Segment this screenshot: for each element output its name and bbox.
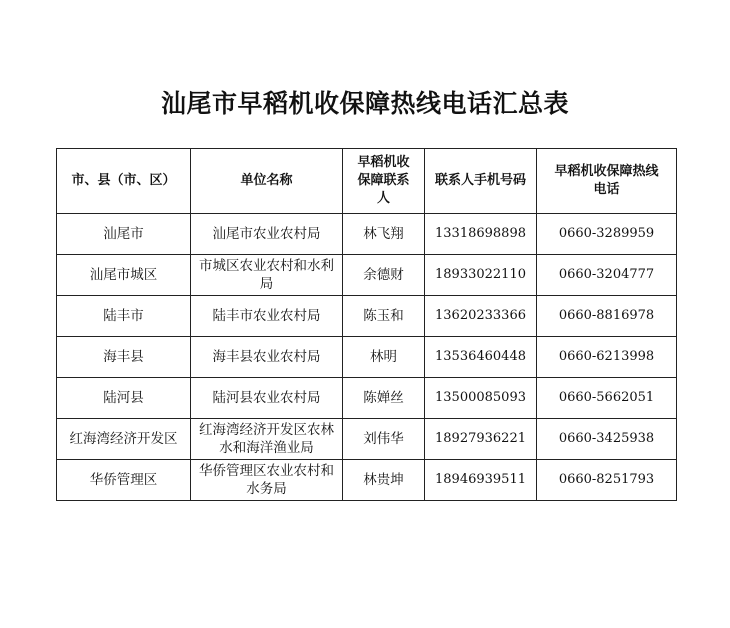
header-row bbox=[57, 149, 677, 214]
cell-contact: 陈玉和 bbox=[343, 296, 425, 337]
hotline-table bbox=[56, 148, 677, 501]
cell-contact: 林明 bbox=[343, 337, 425, 378]
cell-unit: 陆丰市农业农村局 bbox=[191, 296, 343, 337]
cell-unit: 陆河县农业农村局 bbox=[191, 378, 343, 419]
cell-contact: 刘伟华 bbox=[343, 419, 425, 460]
cell-hotline: 0660-3204777 bbox=[537, 255, 677, 296]
cell-hotline: 0660-8251793 bbox=[537, 460, 677, 501]
cell-hotline: 0660-5662051 bbox=[537, 378, 677, 419]
cell-region: 海丰县 bbox=[57, 337, 191, 378]
cell-mobile: 18927936221 bbox=[425, 419, 537, 460]
cell-region: 陆河县 bbox=[57, 378, 191, 419]
cell-hotline: 0660-3425938 bbox=[537, 419, 677, 460]
header-unit: 单位名称 bbox=[191, 149, 343, 214]
cell-mobile: 13536460448 bbox=[425, 337, 537, 378]
cell-region: 汕尾市 bbox=[57, 214, 191, 255]
table-row bbox=[57, 378, 677, 419]
cell-hotline: 0660-3289959 bbox=[537, 214, 677, 255]
cell-region: 华侨管理区 bbox=[57, 460, 191, 501]
table-row bbox=[57, 460, 677, 501]
cell-mobile: 18946939511 bbox=[425, 460, 537, 501]
cell-region: 红海湾经济开发区 bbox=[57, 419, 191, 460]
table-row bbox=[57, 214, 677, 255]
cell-mobile: 13620233366 bbox=[425, 296, 537, 337]
page-title: 汕尾市早稻机收保障热线电话汇总表 bbox=[160, 89, 569, 118]
table-row bbox=[57, 296, 677, 337]
cell-unit: 华侨管理区农业农村和水务局 bbox=[191, 460, 343, 501]
cell-contact: 林飞翔 bbox=[343, 214, 425, 255]
cell-unit: 汕尾市农业农村局 bbox=[191, 214, 343, 255]
header-region: 市、县（市、区） bbox=[57, 149, 191, 214]
header-contact: 早稻机收保障联系人 bbox=[343, 149, 425, 214]
header-hotline: 早稻机收保障热线电话 bbox=[537, 149, 677, 214]
cell-contact: 陈婵丝 bbox=[343, 378, 425, 419]
cell-unit: 红海湾经济开发区农林水和海洋渔业局 bbox=[191, 419, 343, 460]
cell-region: 汕尾市城区 bbox=[57, 255, 191, 296]
table-row bbox=[57, 337, 677, 378]
cell-hotline: 0660-8816978 bbox=[537, 296, 677, 337]
cell-region: 陆丰市 bbox=[57, 296, 191, 337]
cell-mobile: 13318698898 bbox=[425, 214, 537, 255]
cell-mobile: 18933022110 bbox=[425, 255, 537, 296]
cell-hotline: 0660-6213998 bbox=[537, 337, 677, 378]
table-row bbox=[57, 419, 677, 460]
cell-unit: 海丰县农业农村局 bbox=[191, 337, 343, 378]
cell-mobile: 13500085093 bbox=[425, 378, 537, 419]
header-mobile: 联系人手机号码 bbox=[425, 149, 537, 214]
cell-contact: 林贵坤 bbox=[343, 460, 425, 501]
cell-contact: 余德财 bbox=[343, 255, 425, 296]
cell-unit: 市城区农业农村和水利局 bbox=[191, 255, 343, 296]
table-row bbox=[57, 255, 677, 296]
